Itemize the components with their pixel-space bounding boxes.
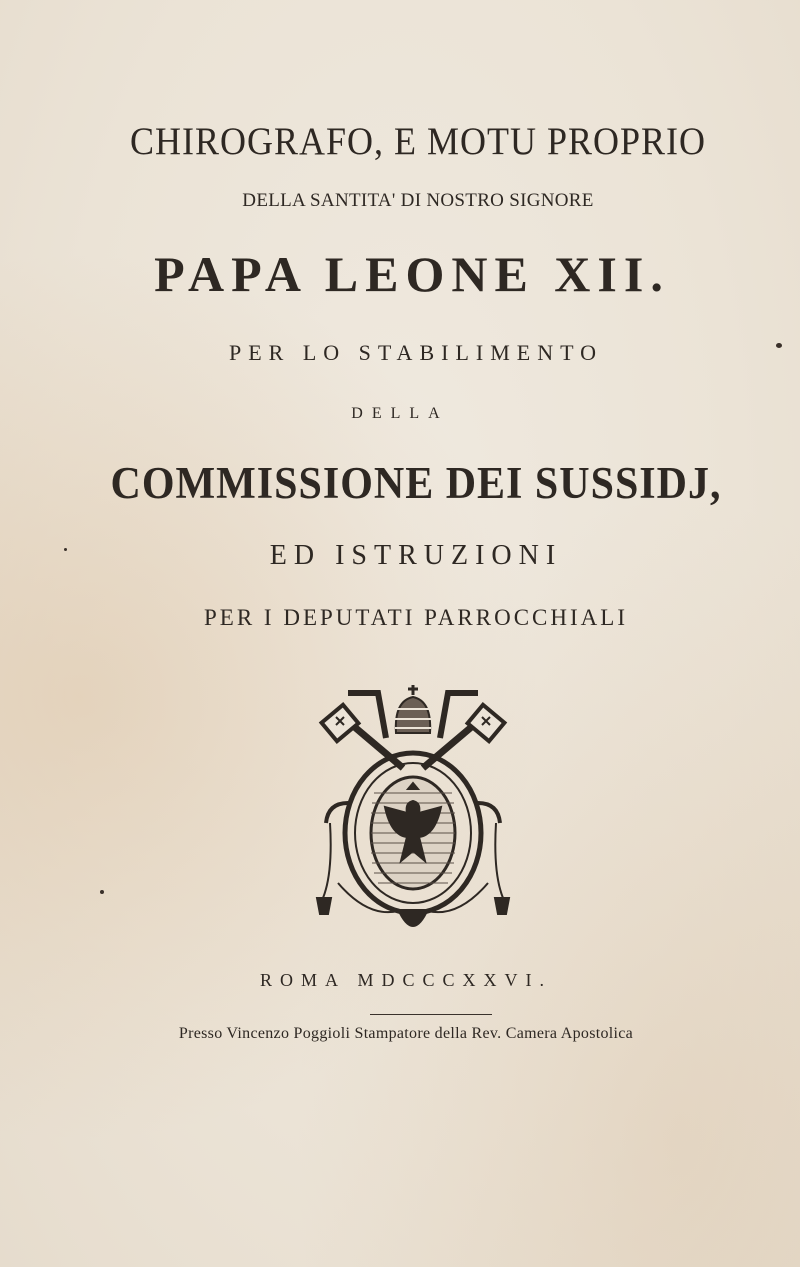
papal-coat-of-arms-icon [308,683,518,941]
instructions-line: ED ISTRUZIONI [269,540,563,571]
pope-name: PAPA LEONE XII. [154,246,670,302]
document-title: CHIROGRAFO, E MOTU PROPRIO [129,119,707,163]
paper-speck [64,548,67,551]
divider-rule [370,1014,492,1015]
deputies-line: PER I DEPUTATI PARROCCHIALI [204,605,628,630]
subtitle-holiness: DELLA SANTITA' DI NOSTRO SIGNORE [242,190,594,211]
place-and-year: ROMA MDCCCXXVI. [259,970,553,990]
printer-imprint: Presso Vincenzo Poggioli Stampatore della Rev. Camera Apostolica [178,1025,634,1042]
paper-speck [776,343,782,348]
purpose-line: PER LO STABILIMENTO [228,340,604,365]
commission-title: COMMISSIONE DEI SUSSIDJ, [110,459,722,509]
connector-della: DELLA [351,405,449,422]
paper-speck [100,890,104,894]
